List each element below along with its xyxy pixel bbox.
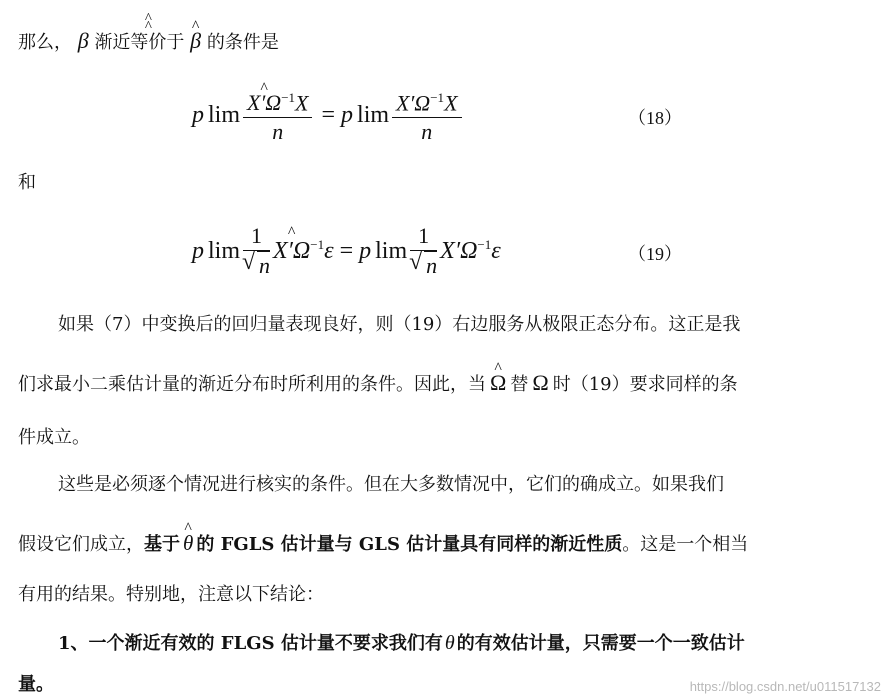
para2-line2: 假设它们成立，基于^ θ 的 FGLS 估计量与 GLS 估计量具有同样的渐近性质。这是一个相当: [18, 530, 748, 558]
theta-hat: ^ θ: [183, 530, 193, 556]
and-label: 和: [18, 172, 36, 193]
eq19-frac2: [410, 222, 437, 280]
eq18-p1: p: [192, 101, 204, 128]
omega-hat: ^ Ω: [490, 370, 506, 396]
item1-line1: 1、一个渐近有效的 FLGS 估计量不要求我们有 θ 的有效估计量，只需要一个一致估计: [58, 632, 745, 654]
eq19-lim2: lim: [375, 237, 408, 264]
eq19-frac1: [243, 222, 270, 280]
equation-number-19: （19）: [628, 244, 682, 264]
omega: Ω: [532, 370, 549, 395]
eq18-lim1: lim: [208, 101, 241, 128]
equation-number-18: （18）: [628, 108, 682, 128]
eq19-p1: p: [192, 237, 204, 264]
intro-mid: 渐近等价于: [94, 32, 185, 53]
eq18-num1: ^ $X'\Omega^{-1}X$: [243, 84, 312, 117]
intro-line: [18, 28, 279, 56]
intro-suffix: 的条件是: [206, 32, 279, 53]
eq18-den2: n: [421, 119, 433, 145]
eq19-sqrt-n2: √ n: [424, 251, 437, 280]
equation-18: [192, 84, 465, 146]
eq18-frac2: [392, 84, 461, 146]
eq19-one2: 1: [418, 223, 430, 248]
para1-line1: 如果（7）中变换后的回归量表现良好，则（19）右边服务从极限正态分布。这正是我: [58, 314, 741, 335]
eq19-term1: ^ $X'\Omega^{-1}\varepsilon$: [273, 237, 334, 265]
eq19-equals: =: [339, 237, 354, 264]
eq19-sqrt-n1: √ n: [257, 251, 270, 280]
theta: θ: [444, 632, 455, 654]
eq18-frac1: [243, 84, 312, 146]
eq19-one1: 1: [251, 223, 263, 248]
para1-line3: 件成立。: [18, 427, 90, 448]
beta-hat: ^ β: [190, 28, 201, 54]
item1-line2: 量。: [18, 674, 54, 695]
eq18-equals: =: [321, 101, 336, 128]
eq18-den1: n: [272, 119, 284, 145]
eq19-term2: $X'\Omega^{-1}\varepsilon$: [440, 237, 501, 264]
watermark: https://blog.csdn.net/u011517132: [689, 679, 881, 694]
eq18-p2: p: [341, 101, 354, 128]
eq19-p2: p: [359, 237, 372, 264]
para2-line1: 这些是必须逐个情况进行核实的条件。但在大多数情况中，它们的确成立。如果我们: [58, 474, 724, 495]
beta-double-hat: ^ β ^: [78, 28, 89, 53]
eq18-num2: $X'\Omega^{-1}X$: [396, 90, 458, 116]
para2-line3: 有用的结果。特别地，注意以下结论：: [18, 584, 324, 605]
para1-line2: 们求最小二乘估计量的渐近分布时所利用的条件。因此，当^ Ω 替 Ω 时（19）要求同样的条: [18, 370, 738, 398]
eq19-lim1: lim: [208, 237, 241, 264]
equation-19: [192, 222, 501, 280]
intro-prefix: 那么，: [18, 32, 72, 53]
eq18-lim2: lim: [357, 101, 390, 128]
